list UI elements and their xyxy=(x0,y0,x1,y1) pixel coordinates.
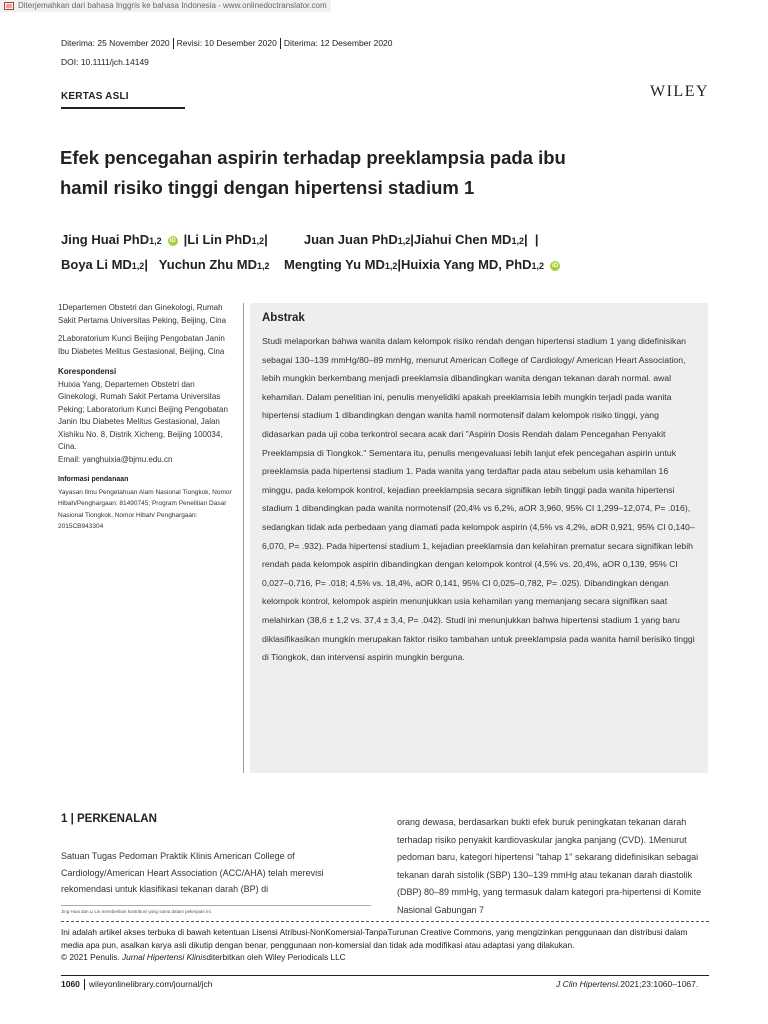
divider xyxy=(84,979,85,990)
title-line: hamil risiko tinggi dengan hipertensi stadium 1 xyxy=(60,177,475,198)
author-name[interactable]: Juan Juan PhD xyxy=(303,232,398,247)
translation-banner[interactable] xyxy=(0,0,331,12)
accepted-date: Diterima: 12 Desember 2020 xyxy=(283,38,393,48)
affiliation-1: 1Departemen Obstetri dan Ginekologi, Rumah Sakit Pertama Universitas Peking, Beijing, Cina xyxy=(58,303,227,325)
divider xyxy=(280,38,281,49)
author-affiliation: 1,2 xyxy=(531,261,545,271)
author-name[interactable]: Mengting Yu MD xyxy=(283,257,385,272)
contribution-note: Jing Huai dan Li Lin memberikan kontribusi yang sama dalam pekerjaan ini. xyxy=(61,909,212,914)
divider xyxy=(243,303,244,773)
author-affiliation: 1,2 xyxy=(397,236,411,246)
abstract-heading: Abstrak xyxy=(262,312,305,324)
copyright-line xyxy=(61,951,709,964)
license-text: Ini adalah artikel akses terbuka di bawah ketentuan Lisensi Atribusi-NonKomersial-TanpaTurunan Creative Commons, yang mengizinkan penggunaan dan distribusi dalam media apa pun, asalkan karya asli dikutip dengan benar, penggunaan non-komersial dan tidak ada modifikasi atau adaptasi yang dilakukan. xyxy=(61,927,688,950)
author-affiliation: 1,2 xyxy=(149,236,162,246)
intro-right-column: orang dewasa, berdasarkan bukti efek buruk peningkatan tekanan darah terhadap risiko penyakit kardiovaskular jangka panjang (CVD). 1Menurut pedoman baru, kategori hipertensi "tahap 1" sekarang didefinisikan sebagai tekanan darah sistolik (SBP) 130–139 mmHg atau tekanan darah diastolik (DBP) 80–89 mmHg, yang termasuk dalam kategori pra-hipertensi di Komite Nasional Gabungan 7 xyxy=(397,817,702,915)
article-type: KERTAS ASLI xyxy=(61,91,129,102)
author-row: Boya Li MD1,2| Yuchun Zhu MD1,2 Mengting Yu MD1,2|Huixia Yang MD, PhD1,2 iD xyxy=(61,257,559,272)
revised-date: Revisi: 10 Desember 2020 xyxy=(176,38,277,48)
section-heading: 1 | PERKENALAN xyxy=(61,813,157,825)
orcid-icon[interactable]: iD xyxy=(169,237,176,244)
citation: 2021;23:1060–1067. xyxy=(620,979,699,989)
document-icon xyxy=(4,2,14,10)
journal-abbrev: J Clin Hipertensi. xyxy=(556,979,621,989)
banner-text: Diterjemahkan dari bahasa Inggris ke bahasa Indonesia - www.onlinedoctranslator.com xyxy=(18,1,327,10)
divider xyxy=(61,921,709,922)
author-name[interactable]: Li Lin PhD xyxy=(187,232,252,247)
author-affiliation: 1,2 xyxy=(257,261,270,271)
license-block xyxy=(61,926,709,964)
affiliation-2: 2Laboratorium Kunci Beijing Pengobatan Janin Ibu Diabetes Melitus Gestasional, Beijing, Cina xyxy=(58,334,225,356)
journal-name: Jurnal Hipertensi Klinis xyxy=(122,952,207,962)
correspondence-text: Huixia Yang, Departemen Obstetri dan Ginekologi, Rumah Sakit Pertama Universitas Peking; Laboratorium Kunci Beijing Pengobatan Janin Ibu Diabetes Melitus Gestasional, Jalan Xishiku No. 8, Distrik Xicheng, Beijing 100034, Cina. xyxy=(58,379,228,451)
author-name[interactable]: Jing Huai PhD xyxy=(61,232,150,247)
title-line: Efek pencegahan aspirin terhadap preeklampsia pada ibu xyxy=(60,147,566,168)
author-affiliation: 1,2 xyxy=(384,261,398,271)
funding-heading: Informasi pendanaan xyxy=(58,476,129,483)
journal-url[interactable]: wileyonlinelibrary.com/journal/jch xyxy=(88,979,213,989)
orcid-icon[interactable]: iD xyxy=(552,262,559,269)
funding-text: Yayasan Ilmu Pengetahuan Alam Nasional Tiongkok, Nomor Hibah/Penghargaan: 81490745; Program Penelitian Dasar Nasional Tiongkok, Nomor Hibah/ Penghargaan: 2015CB943304 xyxy=(58,488,232,530)
copyright-suffix: diterbitkan oleh Wiley Periodicals LLC xyxy=(206,952,346,962)
journal-citation xyxy=(556,979,698,989)
author-affiliation: 1,2 xyxy=(131,261,145,271)
article-dates xyxy=(61,38,393,49)
author-name[interactable]: Yuchun Zhu MD xyxy=(158,257,258,272)
author-row: Jing Huai PhD1,2 iD |Li Lin PhD1,2| Juan Juan PhD1,2|Jiahui Chen MD1,2| | xyxy=(61,232,539,247)
divider xyxy=(61,975,709,976)
doi[interactable]: DOI: 10.1111/jch.14149 xyxy=(61,57,149,67)
divider xyxy=(61,107,185,109)
affiliations-panel xyxy=(58,302,236,539)
article-title xyxy=(60,143,660,203)
author-name[interactable]: Boya Li MD xyxy=(61,257,132,272)
received-date: Diterima: 25 November 2020 xyxy=(61,38,170,48)
author-list xyxy=(61,228,701,278)
author-name[interactable]: Jiahui Chen MD xyxy=(413,232,512,247)
author-name[interactable]: Huixia Yang MD, PhD xyxy=(401,257,532,272)
author-affiliation: 1,2 xyxy=(251,236,265,246)
correspondence-heading: Korespondensi xyxy=(58,367,117,376)
publisher-logo: WILEY xyxy=(650,83,710,100)
intro-left-column: Satuan Tugas Pedoman Praktik Klinis American College of Cardiology/American Heart Association (ACC/AHA) telah merevisi rekomendasi untuk klasifikasi tekanan darah (BP) di xyxy=(61,851,324,894)
copyright-prefix: © 2021 Penulis. xyxy=(61,952,120,962)
page-footer xyxy=(61,979,213,990)
page-number: 1060 xyxy=(61,979,80,989)
correspondence-email[interactable]: Email: yanghuixia@bjmu.edu.cn xyxy=(58,454,173,464)
author-affiliation: 1,2 xyxy=(511,236,524,246)
divider xyxy=(173,38,174,49)
divider xyxy=(61,905,371,906)
abstract-text: Studi melaporkan bahwa wanita dalam kelompok risiko rendah dengan hipertensi stadium 1 yang didefinisikan sebagai 130–139 mmHg/80–89 mmHg, menurut American College of Cardiology/ American Heart Association, lebih mungkin berkembang menjadi preeklamsia dibandingkan wanita dengan tekanan darah normal. awal kehamilan. Dalam penelitian ini, penulis menyelidiki apakah preeklamsia lebih mungkin terjadi pada wanita hipertensi stadium 1 dibandingkan dengan wanita hamil normotensif dalam kelompok risiko tinggi, yang didasarkan pada uji coba terkontrol secara acak dari "Aspirin Dosis Rendah dalam Pencegahan Penyakit Preeklampsia di Tiongkok." Sementara itu, penulis mengevaluasi lebih lanjut efek pencegahan aspirin untuk preeklamsia pada hipertensi stadium 1. Pada wanita yang terdaftar pada atau sebelum usia kehamilan 16 minggu, pada kelompok kontrol, kejadian preeklampsia secara signifikan lebih tinggi pada wanita hipertensi stadium 1 dibandingkan pada wanita normotensif (20,4% vs 6,2%, aOR 3,960, 95% CI 1,299–12,074, P= .016), sedangkan tidak ada perbedaan yang diamati pada kelompok aspirin (4,5% vs 4,2%, aOR 0,921, 95% CI 0,140– 6,070, P= .932). Pada hipertensi stadium 1, kejadian preeklamsia dan kelahiran prematur secara signifikan lebih rendah pada kelompok aspirin dibandingkan dengan kelompok kontrol (4,5% vs. 20,4%, aOR 0,139, 95% CI 0,027–0,716, P= .018; 4,5% vs. 18,4%, aOR 0,141, 95% CI 0,025–0,782, P= .025). Dibandingkan dengan kelompok kontrol, kelompok aspirin menunjukkan usia kehamilan yang memanjang secara signifikan saat melahirkan (38,6 ± 1,2 vs. 37,4 ± 3,4, P= .042). Studi ini menunjukkan bahwa hipertensi stadium 1 yang baru diklasifikasikan mungkin merupakan faktor risiko tambahan untuk preeklampsia pada wanita hamil berisiko tinggi di Tiongkok, dan intervensi aspirin mungkin berguna. xyxy=(262,336,695,663)
